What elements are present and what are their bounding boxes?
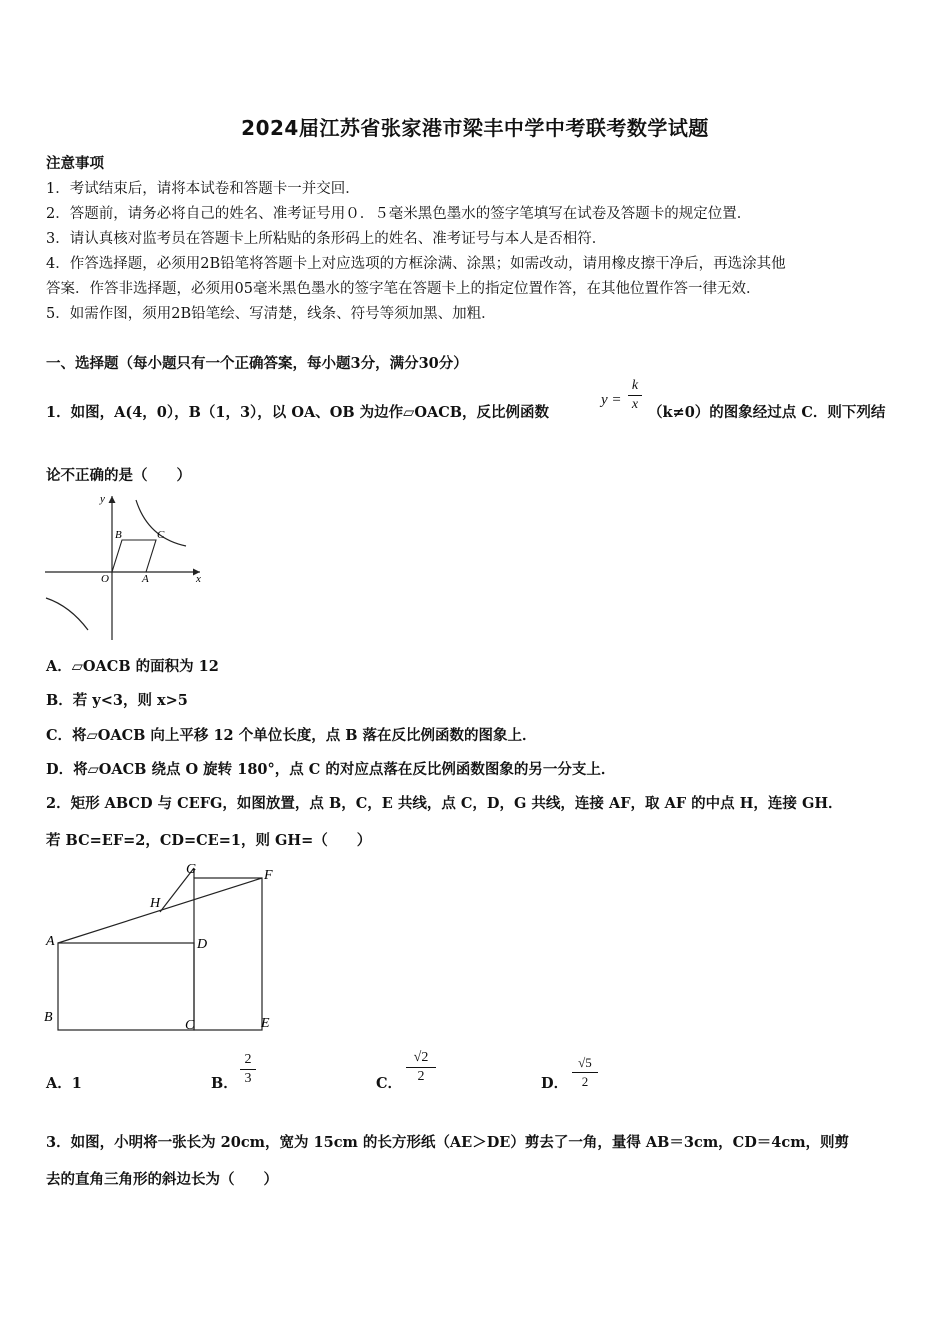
notice-item: 2．答题前，请务必将自己的姓名、准考证号用０．５毫米黑色墨水的签字笔填写在试卷及答题卡的规定位置．: [46, 206, 752, 222]
q2-option-d-denominator: 2: [581, 1074, 589, 1089]
q1-text-line2: 论不正确的是（ ）: [46, 467, 191, 484]
section-heading: 一、选择题（每小题只有一个正确答案，每小题3分，满分30分）: [46, 355, 468, 372]
q1-option-c: C．将▱OACB 向上平移 12 个单位长度，点 B 落在反比例函数的图象上．: [46, 727, 537, 744]
q1-label-O: O: [101, 573, 109, 585]
notice-item: 1．考试结束后，请将本试卷和答题卡一并交回．: [46, 181, 360, 197]
q1-option-a: A．▱OACB 的面积为 12: [46, 658, 219, 675]
q2-rectangle-ABCD: [58, 943, 194, 1030]
q2-option-c-denominator: 2: [417, 1069, 425, 1084]
q2-option-b-fraction: [240, 1052, 256, 1087]
q2-option-c-fraction: [406, 1050, 436, 1085]
q1-func-numerator: k: [631, 378, 639, 393]
q2-option-a: [46, 1072, 82, 1093]
q2-option-b-numerator: 2: [244, 1052, 252, 1067]
notice-heading: 注意事项: [46, 155, 104, 172]
notice-item: 5．如需作图，须用2B铅笔绘、写清楚，线条、符号等须加黑、加粗．: [46, 306, 496, 322]
q2-option-d-fraction: [572, 1055, 598, 1090]
q2-label-G: G: [186, 862, 197, 877]
q2-option-a-label: A．: [46, 1075, 72, 1092]
q2-label-A: A: [46, 934, 55, 949]
q1-label-y: y: [100, 493, 105, 505]
q2-option-d-numerator: √5: [578, 1055, 592, 1070]
q2-label-H: H: [150, 896, 161, 911]
q1-option-d: D．将▱OACB 绕点 O 旋转 180°，点 C 的对应点落在反比例函数图象的另一分支上．: [46, 761, 616, 778]
q1-label-x: x: [196, 573, 201, 585]
q1-text-part1: 1．如图，A(4，0），B（1，3），以 OA、OB 为边作▱OACB，反比例函数: [46, 404, 550, 421]
q1-func-denominator: x: [631, 397, 639, 412]
q2-label-E: E: [261, 1016, 270, 1031]
q2-text-line1: 2．矩形 ABCD 与 CEFG，如图放置，点 B，C，E 共线，点 C，D，G 共线，连接 AF，取 AF 的中点 H，连接 GH．: [46, 795, 843, 812]
q2-option-b-denominator: 3: [244, 1071, 252, 1086]
q2-label-C: C: [185, 1018, 195, 1033]
q1-parallelogram: [112, 540, 156, 572]
q1-option-b: B．若 y<3，则 x>5: [46, 692, 188, 709]
notice-item: 答案．作答非选择题，必须用05毫米黑色墨水的签字笔在答题卡上的指定位置作答，在其他位置作答一律无效．: [46, 281, 761, 297]
q3-text-line1: 3．如图，小明将一张长为 20cm，宽为 15cm 的长方形纸（AE＞DE）剪去了一角，量得 AB＝3cm，CD＝4cm，则剪: [46, 1134, 850, 1151]
q1-figure: [40, 490, 215, 645]
q1-label-C: C: [157, 529, 165, 541]
q1-label-A: A: [142, 573, 149, 585]
q3-text-line2: 去的直角三角形的斜边长为（ ）: [46, 1171, 278, 1188]
q2-label-F: F: [264, 868, 273, 883]
q2-option-a-value: 1: [71, 1075, 82, 1092]
q2-text-line2: 若 BC=EF=2，CD=CE=1，则 GH=（ ）: [46, 832, 372, 849]
q1-func-y: y =: [601, 392, 622, 408]
q2-label-B: B: [44, 1010, 53, 1025]
q2-option-b-label: B．: [211, 1075, 238, 1092]
q2-rectangle-CEFG: [194, 878, 262, 1030]
q1-func-fraction: [628, 378, 642, 413]
q2-label-D: D: [197, 937, 208, 952]
q1-text-part2: （k≠0）的图象经过点 C．则下列结: [648, 404, 886, 421]
q2-figure: [40, 855, 285, 1035]
q1-label-B: B: [115, 529, 122, 541]
q2-option-c-label: C．: [376, 1075, 403, 1092]
page-title: 2024届江苏省张家港市梁丰中学中考联考数学试题: [241, 116, 709, 140]
notice-item: 4．作答选择题，必须用2B铅笔将答题卡上对应选项的方框涂满、涂黑；如需改动，请用橡皮擦干净后，再选涂其他: [46, 256, 786, 272]
q1-hyperbola-branch-2: [46, 598, 88, 630]
notice-item: 3．请认真核对监考员在答题卡上所粘贴的条形码上的姓名、准考证号与本人是否相符．: [46, 231, 607, 247]
q2-option-c-numerator: √2: [413, 1050, 429, 1065]
q2-option-d-label: D．: [541, 1075, 569, 1092]
